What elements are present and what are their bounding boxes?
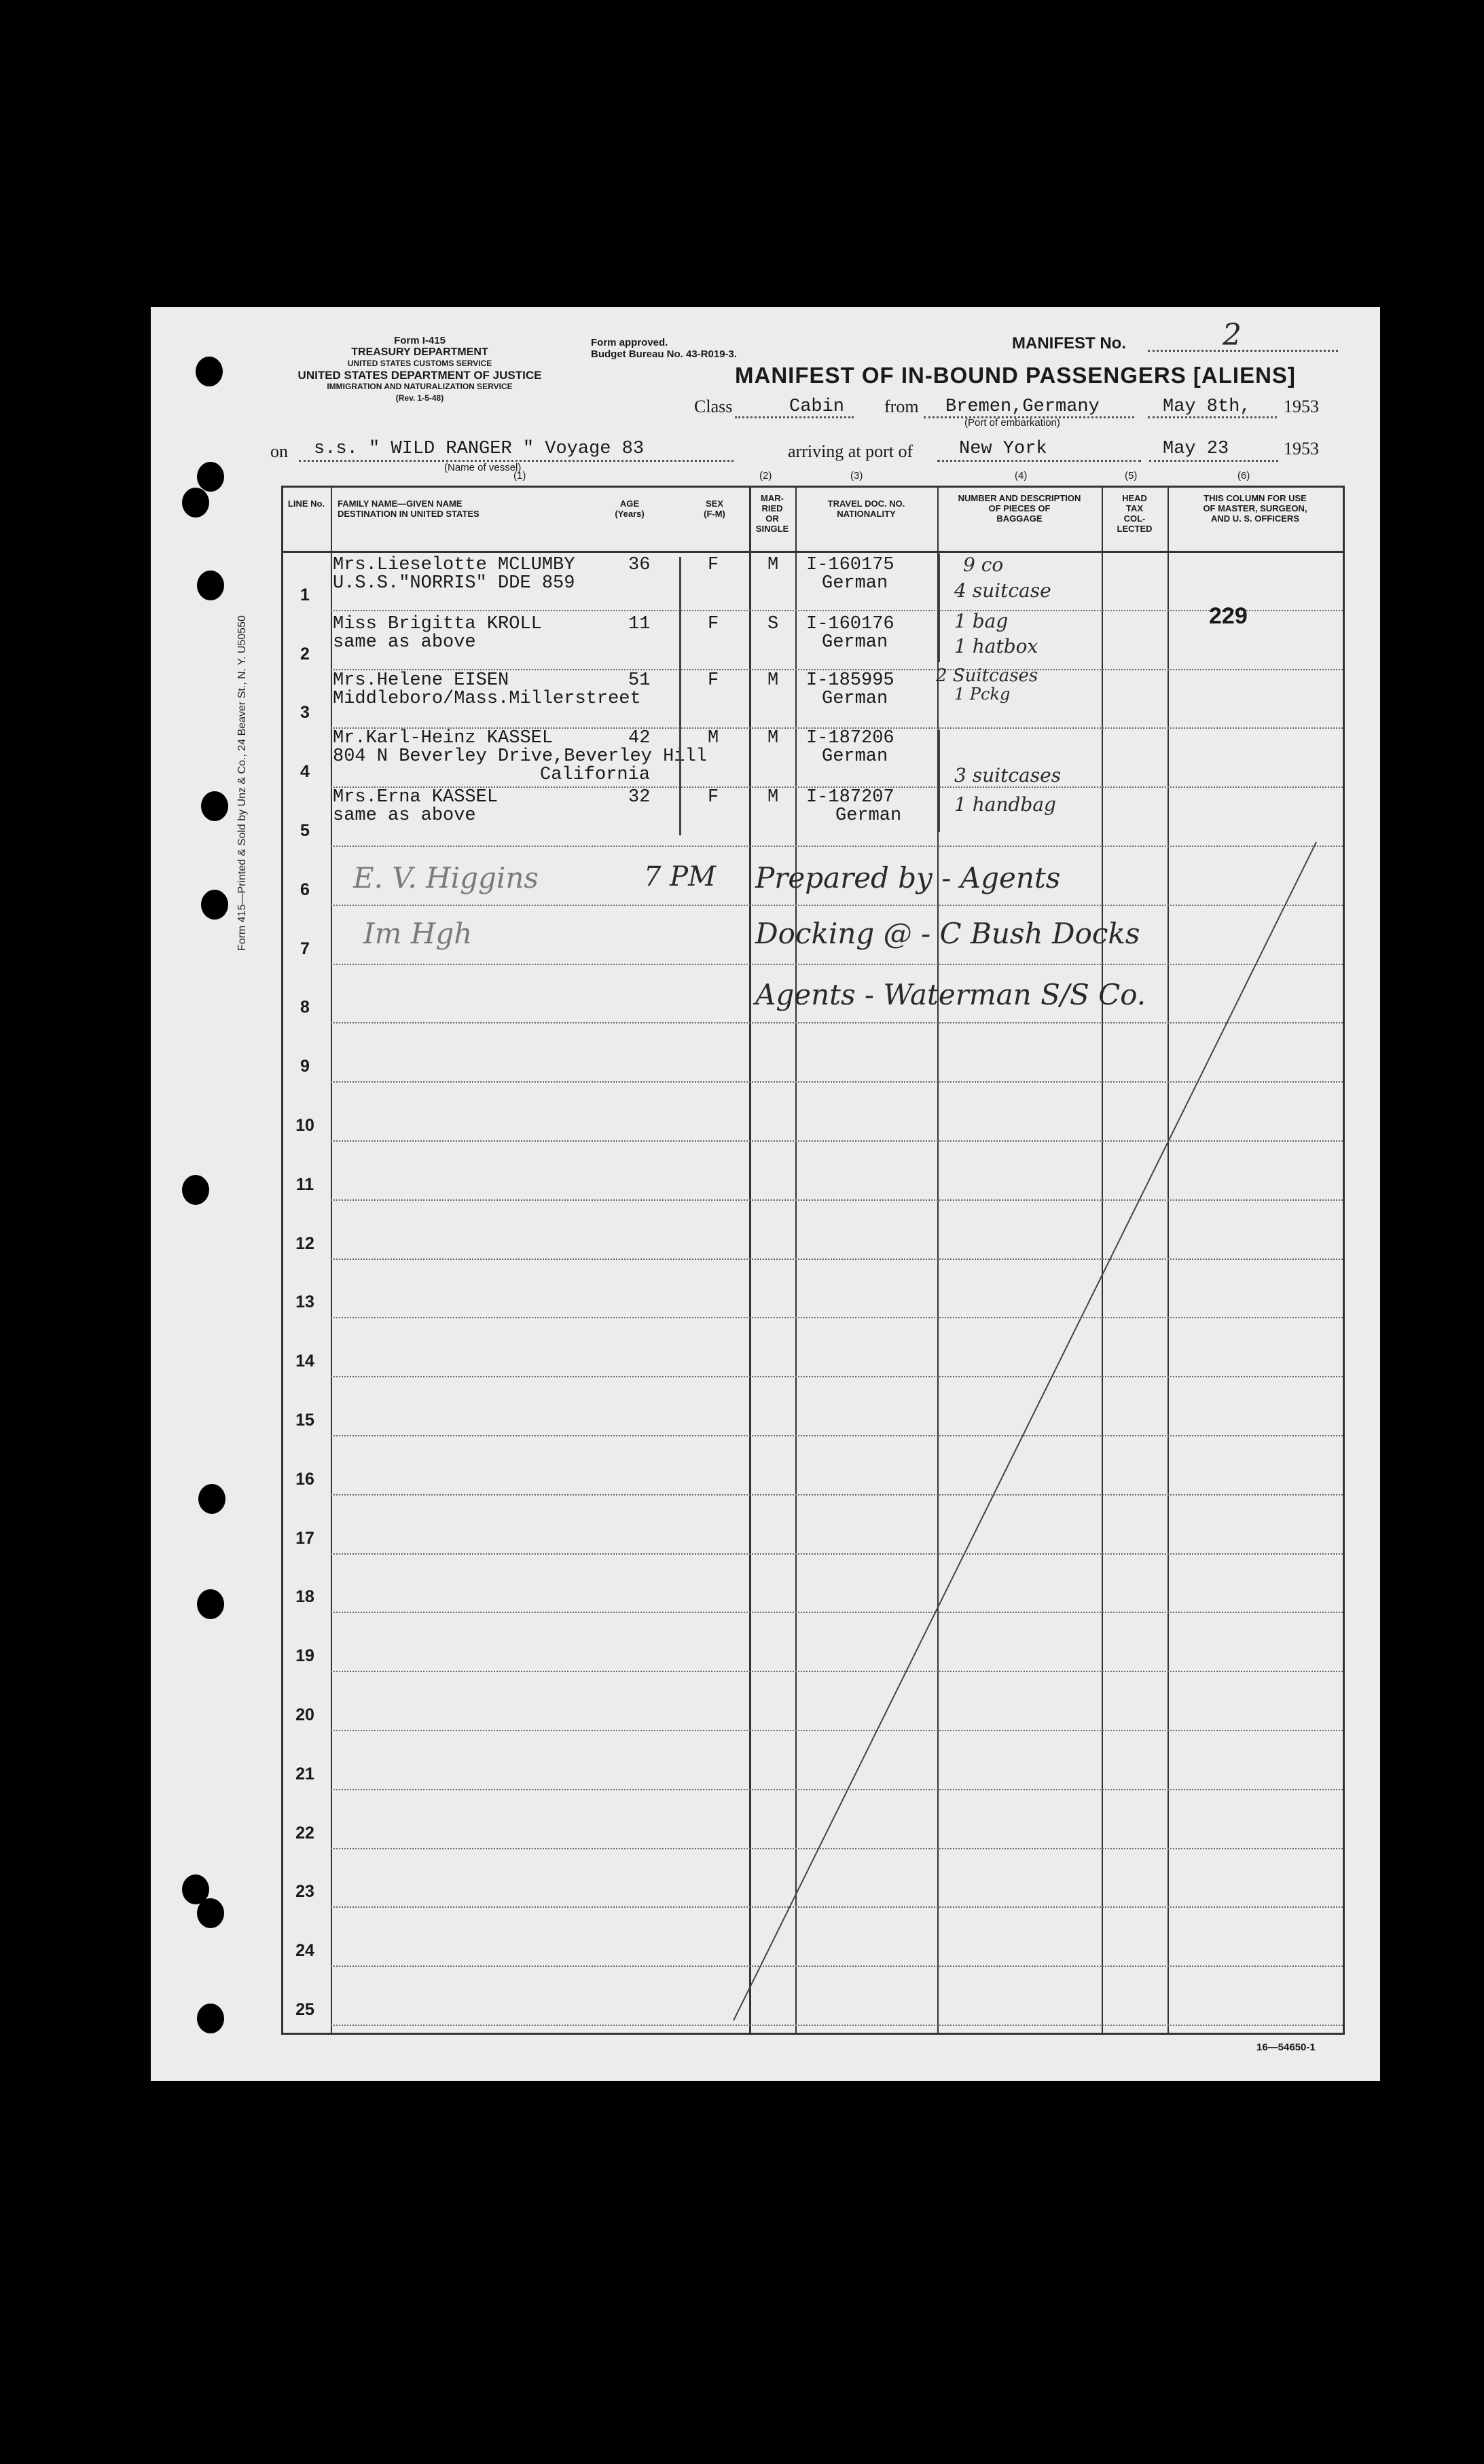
passenger-2-age: 11: [628, 614, 651, 634]
line-number: 3: [300, 703, 310, 723]
arrival-date: May 23: [1163, 439, 1229, 459]
passenger-3-name: Mrs.Helene EISEN: [333, 670, 509, 691]
passenger-5-doc: I-187207: [806, 787, 894, 808]
passenger-3-destination: Middleboro/Mass.Millerstreet: [333, 689, 641, 709]
col-sex: SEX (F-M): [704, 499, 725, 519]
on-label: on: [270, 441, 288, 461]
passenger-5-nationality: German: [835, 805, 902, 826]
line-number: 13: [295, 1292, 314, 1312]
passenger-4-doc: I-187206: [806, 728, 894, 748]
printer-imprint: Form 415—Printed & Sold by Unz & Co., 24 Beaver St., N. Y. U50550: [236, 615, 248, 951]
col-num: (3): [850, 470, 863, 482]
line-number: 19: [295, 1646, 314, 1666]
passenger-1-sex: F: [708, 555, 719, 575]
passenger-4-age: 42: [628, 728, 651, 748]
passenger-3-nationality: German: [822, 689, 888, 709]
line-number: 4: [300, 762, 310, 782]
passenger-1-nationality: German: [822, 573, 888, 594]
docking-note: Docking @ - C Bush Docks: [755, 917, 1140, 950]
baggage-note: 4 suitcase: [954, 579, 1051, 602]
passenger-1-doc: I-160175: [806, 555, 894, 575]
manifest-number: 2: [1223, 318, 1242, 352]
departure-year: 1953: [1284, 397, 1319, 416]
passenger-1-destination: U.S.S."NORRIS" DDE 859: [333, 573, 575, 594]
col-travel-doc: TRAVEL DOC. NO. NATIONALITY: [827, 499, 905, 519]
line-number: 21: [295, 1764, 314, 1783]
signature-2: Im Hgh: [363, 917, 473, 950]
passenger-2-nationality: German: [822, 632, 888, 653]
line-number: 7: [300, 939, 310, 958]
col-num: (5): [1125, 470, 1138, 482]
line-number: 15: [295, 1411, 314, 1430]
line-number: 23: [295, 1882, 314, 1902]
arriving-label: arriving at port of: [788, 441, 913, 461]
passenger-5-age: 32: [628, 787, 651, 808]
passenger-4-destination-2: California: [540, 765, 651, 785]
passenger-3-doc: I-185995: [806, 670, 894, 691]
passenger-4-destination: 804 N Beverley Drive,Beverley Hill: [333, 746, 707, 767]
line-number: 8: [300, 998, 310, 1017]
arrival-year: 1953: [1284, 439, 1319, 458]
col-name: FAMILY NAME—GIVEN NAME DESTINATION IN UNITED STATES: [338, 499, 479, 519]
line-number: 1: [300, 585, 310, 604]
baggage-note: 2 Suitcases: [936, 666, 1038, 686]
passenger-3-marital: M: [767, 670, 779, 691]
passenger-1-age: 36: [628, 555, 651, 575]
col-line-no: LINE No.: [287, 499, 325, 509]
col-num: (6): [1237, 470, 1250, 482]
from-label: from: [884, 397, 919, 416]
col-married: MAR- RIED OR SINGLE: [755, 493, 789, 534]
line-number: 2: [300, 644, 310, 664]
class-value: Cabin: [789, 397, 845, 417]
col-head-tax: HEAD TAX COL- LECTED: [1117, 493, 1153, 534]
col-num: (4): [1015, 470, 1028, 482]
passenger-3-sex: F: [708, 670, 719, 691]
prepared-by-note: Prepared by - Agents: [755, 861, 1061, 894]
passenger-4-sex: M: [708, 728, 719, 748]
port-embarkation-caption: (Port of embarkation): [964, 417, 1060, 429]
passenger-2-destination: same as above: [333, 632, 476, 653]
departure-date: May 8th,: [1163, 397, 1251, 417]
line-number: 5: [300, 821, 310, 840]
passenger-5-name: Mrs.Erna KASSEL: [333, 787, 499, 808]
line-number: 9: [300, 1057, 310, 1076]
baggage-note: 1 hatbox: [954, 635, 1038, 657]
line-number: 14: [295, 1352, 314, 1371]
baggage-note: 1 Pckg: [954, 685, 1011, 704]
embarkation-port: Bremen,Germany: [945, 397, 1100, 417]
line-number: 22: [295, 1823, 314, 1843]
passenger-1-marital: M: [767, 555, 779, 575]
col-officers: THIS COLUMN FOR USE OF MASTER, SURGEON, AND U. S. OFFICERS: [1203, 493, 1307, 524]
baggage-note: 1 bag: [954, 610, 1009, 632]
signature-1: E. V. Higgins: [353, 861, 539, 894]
line-number: 10: [295, 1116, 314, 1135]
line-number: 16: [295, 1469, 314, 1489]
passenger-2-doc: I-160176: [806, 614, 894, 634]
passenger-3-age: 51: [628, 670, 651, 691]
baggage-note: 3 suitcases: [954, 764, 1062, 786]
officer-count: 229: [1209, 603, 1248, 629]
line-number: 24: [295, 1941, 314, 1961]
form-approval: Form approved. Budget Bureau No. 43-R019-3.: [591, 337, 738, 360]
col-num: (1): [513, 470, 526, 482]
passenger-2-name: Miss Brigitta KROLL: [333, 614, 542, 634]
passenger-2-marital: S: [767, 614, 779, 634]
page-title: MANIFEST OF IN-BOUND PASSENGERS [ALIENS]: [735, 363, 1296, 388]
col-baggage: NUMBER AND DESCRIPTION OF PIECES OF BAGGAGE: [958, 493, 1081, 524]
passenger-4-nationality: German: [822, 746, 888, 767]
passenger-2-sex: F: [708, 614, 719, 634]
line-number: 11: [295, 1174, 314, 1194]
footer-code: 16—54650-1: [1256, 2042, 1316, 2053]
vessel-name: s.s. " WILD RANGER " Voyage 83: [314, 439, 645, 459]
passenger-4-name: Mr.Karl-Heinz KASSEL: [333, 728, 554, 748]
manifest-label: MANIFEST No.: [1012, 334, 1126, 352]
col-age: AGE (Years): [615, 499, 645, 519]
passenger-5-destination: same as above: [333, 805, 476, 826]
line-number: 17: [295, 1528, 314, 1548]
line-number: 6: [300, 880, 310, 899]
line-number: 25: [295, 2000, 314, 2019]
arrival-port: New York: [959, 439, 1047, 459]
passenger-1-name: Mrs.Lieselotte MCLUMBY: [333, 555, 575, 575]
time-note: 7 PM: [644, 861, 717, 892]
line-number: 12: [295, 1233, 314, 1253]
baggage-note: 1 handbag: [954, 793, 1056, 816]
form-agency-block: Form I-415 TREASURY DEPARTMENT UNITED STATES CUSTOMS SERVICE UNITED STATES DEPARTMENT OF JUSTICE IMMIGRATION AND NATURALIZATION SERVICE (Rev. 1-5-48): [297, 335, 542, 403]
passenger-5-sex: F: [708, 787, 719, 808]
line-number: 20: [295, 1705, 314, 1724]
passenger-4-marital: M: [767, 728, 779, 748]
baggage-note: 9 co: [963, 554, 1004, 576]
passenger-5-marital: M: [767, 787, 779, 808]
vessel-caption: (Name of vessel): [444, 462, 522, 473]
line-number: 18: [295, 1587, 314, 1607]
class-label: Class: [694, 397, 733, 416]
col-num: (2): [759, 470, 772, 482]
agents-note: Agents - Waterman S/S Co.: [755, 978, 1146, 1011]
